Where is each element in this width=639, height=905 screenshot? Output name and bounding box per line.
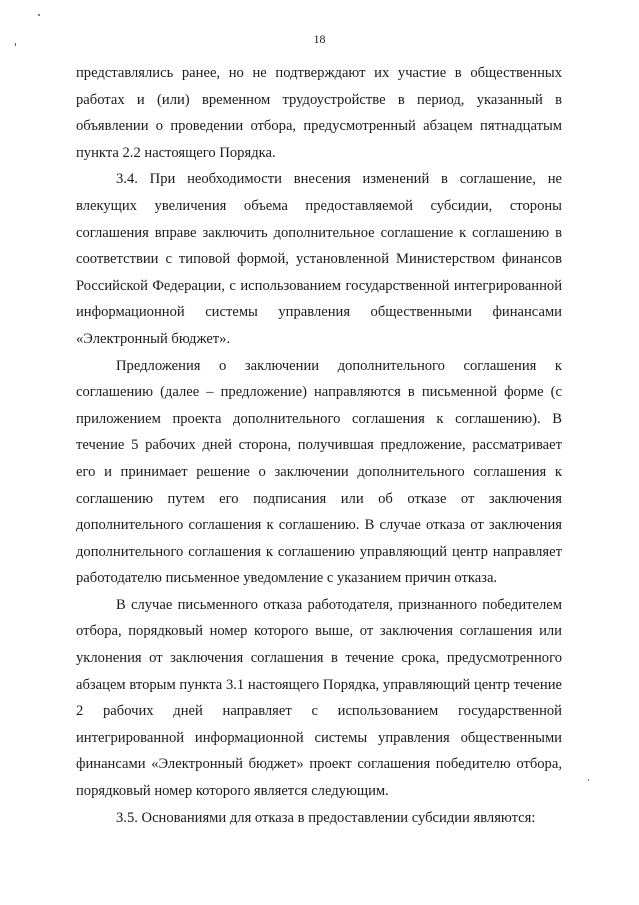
scan-artifact-dot [38,14,40,16]
paragraph-written-refusal: В случае письменного отказа работодателя, признанного победителем отбора, порядковый номер которого выше, от заключения соглашения или уклонения от заключения соглашения в течение срока, предусмотренного абзацем вторым пункта 3.1 настоящего Порядка, управляющий центр течение 2 рабочих дней направляет с использованием государственной интегрированной информационной системы управления общественными финансами «Электронный бюджет» проект соглашения победителю отбора, порядковый номер которого является следующим. [76,596,562,800]
paragraph-clause-3-4: 3.4. При необходимости внесения изменений в соглашение, не влекущих увеличения объема предоставляемой субсидии, стороны соглашения вправе заключить дополнительное соглашение к соглашению в соответствии с типовой формой, установленной Министерством финансов Российской Федерации, с использованием государственной интегрированной информационной системы управления общественными финансами «Электронный бюджет». [76,171,562,347]
page-number: 18 [313,32,326,46]
paragraph-clause-3-5: 3.5. Основаниями для отказа в предоставлении субсидии являются: [116,809,536,826]
paragraph-proposals: Предложения о заключении дополнительного соглашения к соглашению (далее – предложение) направляются в письменной форме (с приложением проекта дополнительного соглашения к соглашению). В течение 5 рабочих дней сторона, получившая предложение, рассматривает его и принимает решение о заключении дополнительного соглашения к соглашению путем его подписания или об отказе от заключения дополнительного соглашения к соглашению. В случае отказа от заключения дополнительного соглашения к соглашению управляющий центр направляет работодателю письменное уведомление с указанием причин отказа. [76,357,562,587]
document-body [76,60,562,831]
scan-artifact-dot [588,779,589,781]
paragraph-continuation: представлялись ранее, но не подтверждают их участие в общественных работах и (или) временном трудоустройстве в период, указанный в объявлении о проведении отбора, предусмотренный абзацем пятнадцатым пункта 2.2 настоящего Порядка. [76,65,562,161]
